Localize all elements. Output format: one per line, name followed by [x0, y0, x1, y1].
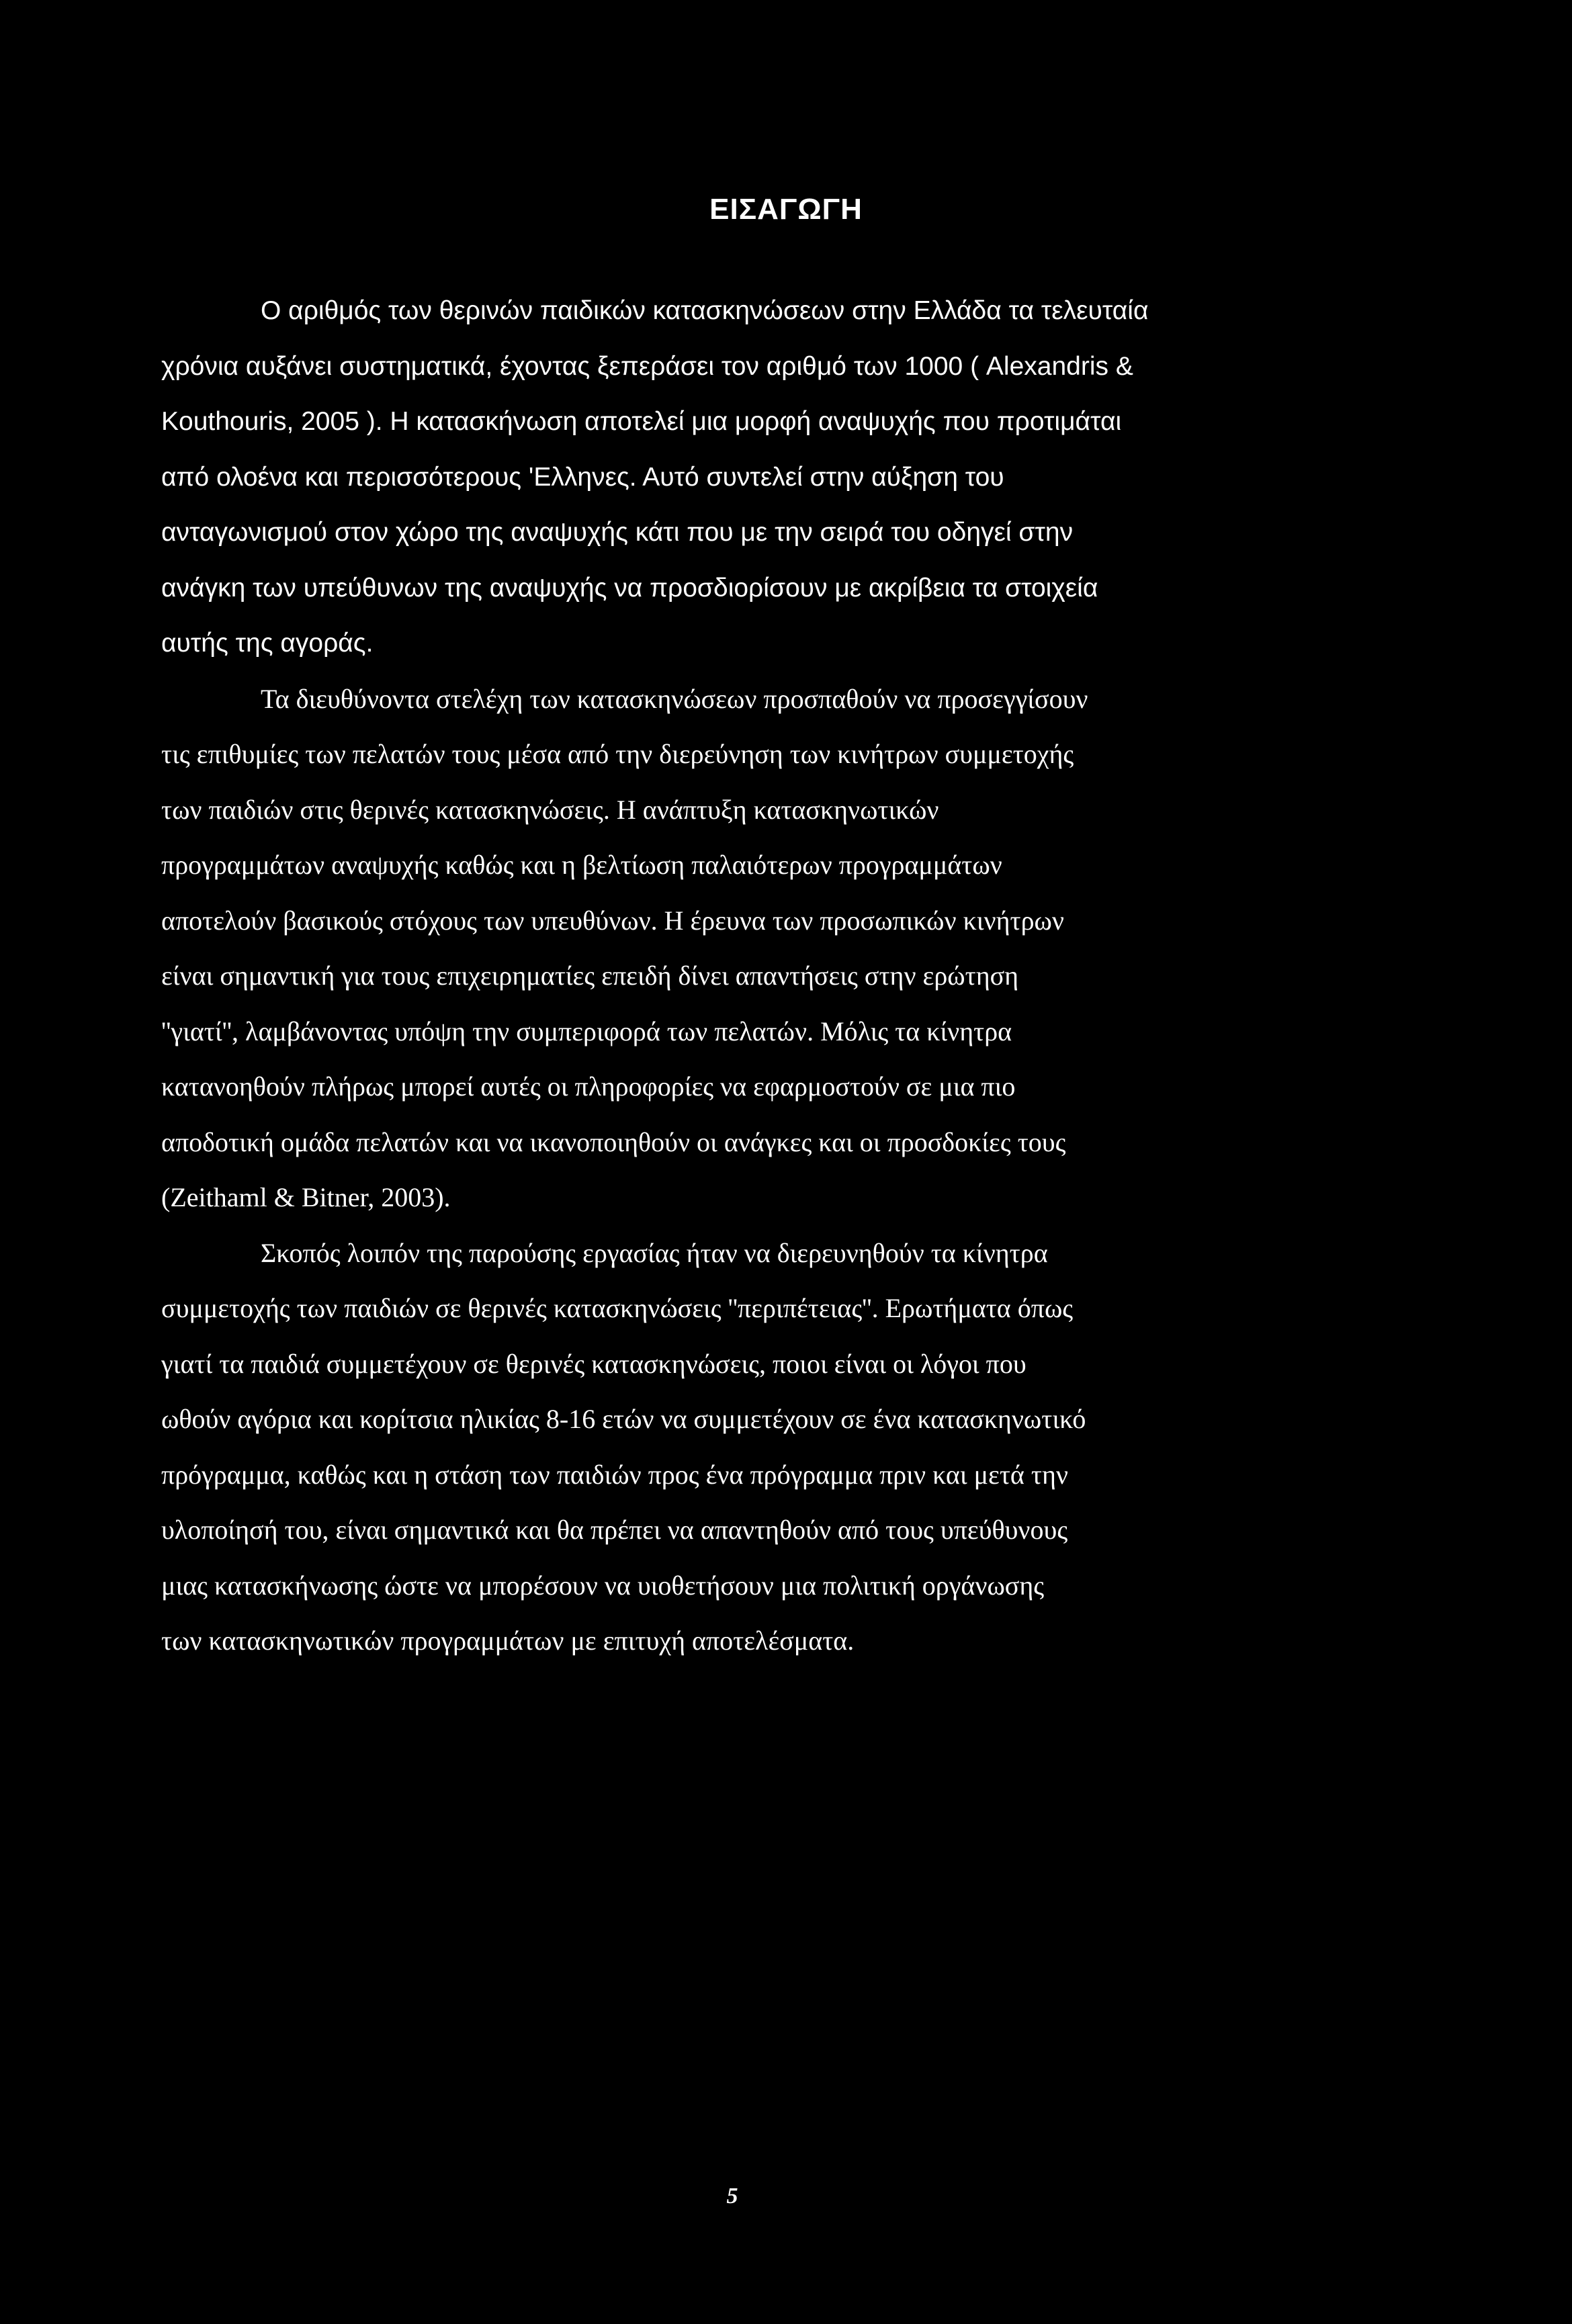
paragraph-3-line-7: μιας κατασκήνωσης ώστε να μπορέσουν να υιοθετήσουν μια πολιτική οργάνωσης: [161, 1570, 1045, 1601]
paragraph-2-line-5: αποτελούν βασικούς στόχους των υπευθύνων. Η έρευνα των προσωπικών κινήτρων: [161, 905, 1064, 936]
paragraph-2-line-1: Τα διευθύνοντα στελέχη των κατασκηνώσεων προσπαθούν να προσεγγίσουν: [261, 683, 1088, 714]
paragraph-3-line-4: ωθούν αγόρια και κορίτσια ηλικίας 8-16 ετών να συμμετέχουν σε ένα κατασκηνωτικό: [161, 1404, 1086, 1434]
paragraph-1-line-2: χρόνια αυξάνει συστηματικά, έχοντας ξεπεράσει τον αριθμό των 1000 ( Alexandris &: [161, 351, 1133, 381]
paragraph-1-line-7: αυτής της αγοράς.: [161, 629, 374, 658]
paragraph-2-line-7: ''γιατί'', λαμβάνοντας υπόψη την συμπεριφορά των πελατών. Μόλις τα κίνητρα: [161, 1016, 1012, 1046]
paragraph-2-line-4: προγραμμάτων αναψυχής καθώς και η βελτίωση παλαιότερων προγραμμάτων: [161, 850, 1002, 880]
page-title: ΕΙΣΑΓΩΓΗ: [709, 193, 863, 226]
paragraph-2-line-3: των παιδιών στις θερινές κατασκηνώσεις. Η ανάπτυξη κατασκηνωτικών: [161, 794, 939, 825]
paragraph-2-line-9: αποδοτική ομάδα πελατών και να ικανοποιηθούν οι ανάγκες και οι προσδοκίες τους: [161, 1126, 1066, 1157]
paragraph-1-line-1: Ο αριθμός των θερινών παιδικών κατασκηνώσεων στην Ελλάδα τα τελευταία: [261, 296, 1149, 325]
paragraph-1-line-6: ανάγκη των υπεύθυνων της αναψυχής να προσδιορίσουν με ακρίβεια τα στοιχεία: [161, 573, 1098, 602]
page-number: 5: [726, 2184, 738, 2208]
paragraph-3-line-6: υλοποίησή του, είναι σημαντικά και θα πρέπει να απαντηθούν από τους υπεύθυνους: [161, 1515, 1068, 1545]
paragraph-2-line-8: κατανοηθούν πλήρως μπορεί αυτές οι πληροφορίες να εφαρμοστούν σε μια πιο: [161, 1071, 1016, 1102]
paragraph-2-line-10: (Zeithaml & Bitner, 2003).: [161, 1182, 451, 1212]
paragraph-3-line-8: των κατασκηνωτικών προγραμμάτων με επιτυχή αποτελέσματα.: [161, 1625, 855, 1656]
paragraph-1-line-5: ανταγωνισμού στον χώρο της αναψυχής κάτι που με την σειρά του οδηγεί στην: [161, 518, 1074, 547]
body-text: [161, 283, 1317, 1669]
paragraph-3-line-5: πρόγραμμα, καθώς και η στάση των παιδιών προς ένα πρόγραμμα πριν και μετά την: [161, 1459, 1068, 1490]
paragraph-3-line-1: Σκοπός λοιπόν της παρούσης εργασίας ήταν να διερευνηθούν τα κίνητρα: [261, 1237, 1048, 1268]
paragraph-1-line-4: από ολοένα και περισσότερους 'Ελληνες. Αυτό συντελεί στην αύξηση του: [161, 462, 1004, 492]
paragraph-1-line-3: Kouthouris, 2005 ). Η κατασκήνωση αποτελεί μια μορφή αναψυχής που προτιμάται: [161, 407, 1122, 436]
paragraph-3-line-2: συμμετοχής των παιδιών σε θερινές κατασκηνώσεις ''περιπέτειας''. Ερωτήματα όπως: [161, 1293, 1074, 1323]
paragraph-2-line-6: είναι σημαντική για τους επιχειρηματίες επειδή δίνει απαντήσεις στην ερώτηση: [161, 960, 1019, 991]
paragraph-3-line-3: γιατί τα παιδιά συμμετέχουν σε θερινές κατασκηνώσεις, ποιοι είναι οι λόγοι που: [161, 1348, 1027, 1379]
paragraph-2-line-2: τις επιθυμίες των πελατών τους μέσα από την διερεύνηση των κινήτρων συμμετοχής: [161, 739, 1074, 769]
